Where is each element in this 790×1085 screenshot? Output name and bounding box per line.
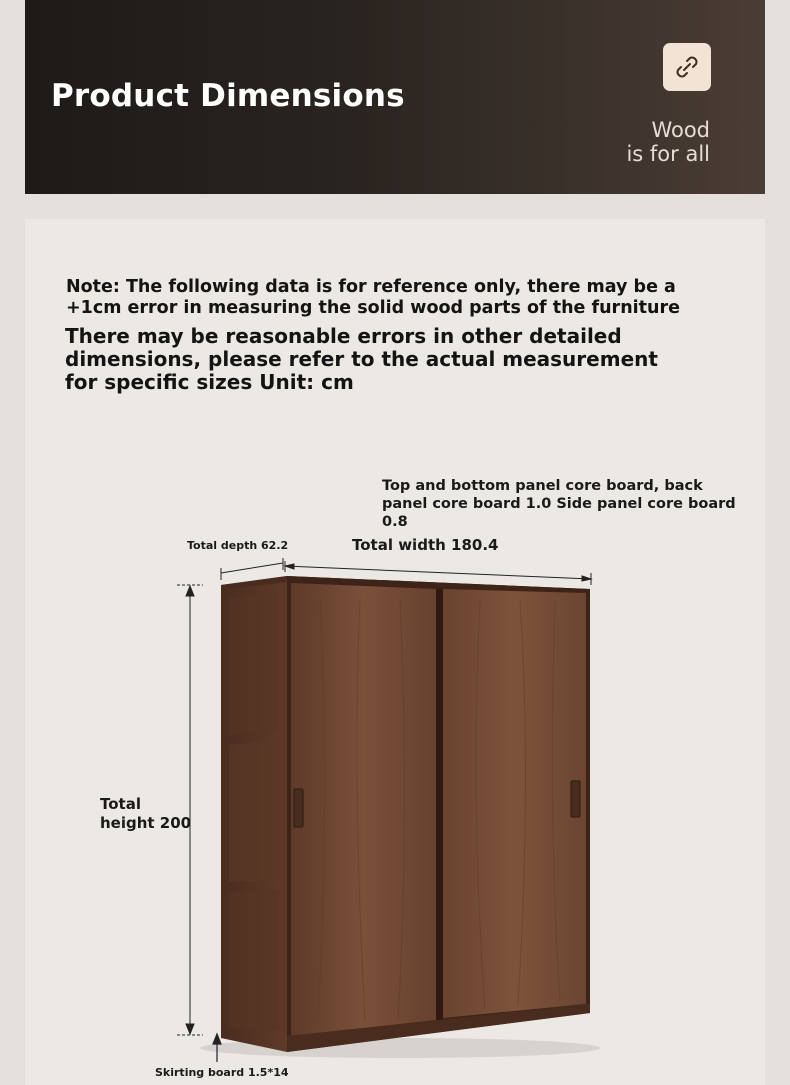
side-inset-top xyxy=(229,591,279,735)
note-errors: There may be reasonable errors in other detailed dimensions, please refer to the actual measurement for specific sizes Unit: cm xyxy=(65,324,658,394)
page-title: Product Dimensions xyxy=(51,78,405,114)
sliding-door-right xyxy=(443,589,586,1018)
door-handle-right xyxy=(571,781,580,817)
skirting-board-label: Skirting board 1.5*14 xyxy=(155,1066,289,1079)
total-depth-label: Total depth 62.2 xyxy=(187,539,289,552)
door-gap xyxy=(436,589,443,1020)
total-height-line-2: height 200 xyxy=(100,814,192,832)
side-inset-middle xyxy=(229,740,279,882)
depth-dimension-line xyxy=(221,558,283,580)
total-height-line-1: Total xyxy=(100,795,141,813)
core-board-label: Top and bottom panel core board, back panel core board 1.0 Side panel core board 0.8 xyxy=(382,478,736,530)
slogan-line-2: is for all xyxy=(626,142,710,166)
total-height-label xyxy=(100,795,191,833)
side-inset-bottom xyxy=(229,890,279,1030)
slogan-line-1: Wood xyxy=(651,118,710,142)
sliding-door-left xyxy=(291,583,436,1036)
total-width-label: Total width 180.4 xyxy=(352,536,499,554)
door-handle-left xyxy=(294,789,303,827)
note-reference: Note: The following data is for reference only, there may be a +1cm error in measuring the solid wood parts of the furniture xyxy=(66,277,680,318)
